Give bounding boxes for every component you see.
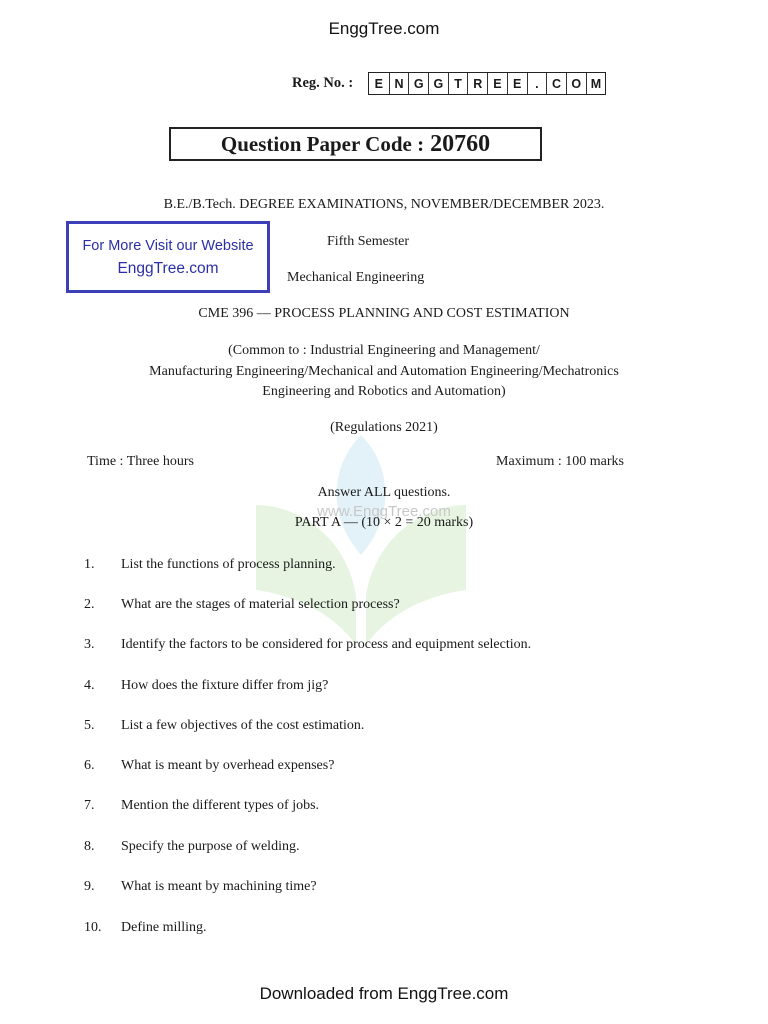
site-header: EnggTree.com: [328, 19, 440, 38]
question-item: [0, 637, 768, 657]
question-text: Identify the factors to be considered for process and equipment selection.: [121, 637, 532, 652]
question-paper-code-box: [169, 127, 542, 161]
question-number: 9.: [84, 879, 95, 894]
common-to-line-1: (Common to : Industrial Engineering and Management/: [228, 343, 540, 358]
question-text: Mention the different types of jobs.: [121, 798, 320, 813]
semester-text: Fifth Semester: [326, 234, 410, 249]
reg-char-box: O: [566, 73, 586, 94]
question-number: 6.: [84, 758, 95, 773]
promo-line-1: For More Visit our Website: [82, 238, 254, 254]
common-to-line-3: Engineering and Robotics and Automation): [262, 384, 506, 399]
reg-char-box: G: [408, 73, 428, 94]
promo-line-2: EnggTree.com: [117, 260, 219, 277]
department: Mechanical Engineering: [287, 270, 425, 285]
question-text: List the functions of process planning.: [121, 557, 336, 572]
reg-char-box: E: [507, 73, 527, 94]
reg-no-label: Reg. No. :: [292, 75, 354, 91]
watermark-url: www.EnggTree.com: [317, 503, 451, 520]
site-footer: Downloaded from EnggTree.com: [259, 984, 509, 1003]
exam-title: B.E./B.Tech. DEGREE EXAMINATIONS, NOVEMBER/DECEMBER 2023.: [163, 197, 605, 212]
question-number: 4.: [84, 678, 95, 693]
reg-char-box: E: [374, 76, 384, 91]
course-title: CME 396 — PROCESS PLANNING AND COST ESTIMATION: [198, 306, 570, 321]
reg-no-boxes: [368, 72, 606, 95]
question-text: List a few objectives of the cost estimation.: [121, 718, 365, 733]
question-number: 10.: [84, 920, 102, 935]
question-number: 8.: [84, 839, 95, 854]
reg-char-box: C: [546, 73, 566, 94]
time-allowed: Time : Three hours: [87, 454, 194, 469]
common-to-line-2: Manufacturing Engineering/Mechanical and Automation Engineering/Mechatronics: [149, 364, 619, 379]
regulations: (Regulations 2021): [330, 420, 438, 435]
instruction: Answer ALL questions.: [317, 485, 451, 500]
question-item: [0, 920, 768, 940]
question-paper-code-label: Question Paper Code :: [220, 131, 425, 156]
reg-char-box: .: [527, 73, 547, 94]
question-text: What is meant by overhead expenses?: [121, 758, 335, 773]
website-promo-box[interactable]: [66, 221, 270, 293]
question-text: How does the fixture differ from jig?: [121, 678, 329, 693]
reg-char-box: R: [467, 73, 487, 94]
question-number: 7.: [84, 798, 95, 813]
question-text: Specify the purpose of welding.: [121, 839, 300, 854]
question-text: What is meant by machining time?: [121, 879, 317, 894]
question-number: 3.: [84, 637, 95, 652]
reg-char-box: M: [586, 73, 606, 94]
reg-char-box: E: [487, 73, 507, 94]
question-item: [0, 678, 768, 698]
question-paper-code-number: 20760: [430, 130, 491, 157]
question-item: [0, 557, 768, 577]
question-item: [0, 879, 768, 899]
reg-char-box: G: [428, 73, 448, 94]
question-item: [0, 597, 768, 617]
question-text: What are the stages of material selection process?: [121, 597, 400, 612]
reg-char-box: T: [448, 73, 468, 94]
question-number: 1.: [84, 557, 95, 572]
question-item: [0, 758, 768, 778]
maximum-marks: Maximum : 100 marks: [496, 454, 624, 469]
question-item: [0, 718, 768, 738]
question-item: [0, 798, 768, 818]
part-a-heading: PART A — (10 × 2 = 20 marks): [294, 515, 474, 530]
question-number: 5.: [84, 718, 95, 733]
reg-char-box: N: [389, 73, 409, 94]
question-text: Define milling.: [121, 920, 207, 935]
question-item: [0, 839, 768, 859]
question-number: 2.: [84, 597, 95, 612]
